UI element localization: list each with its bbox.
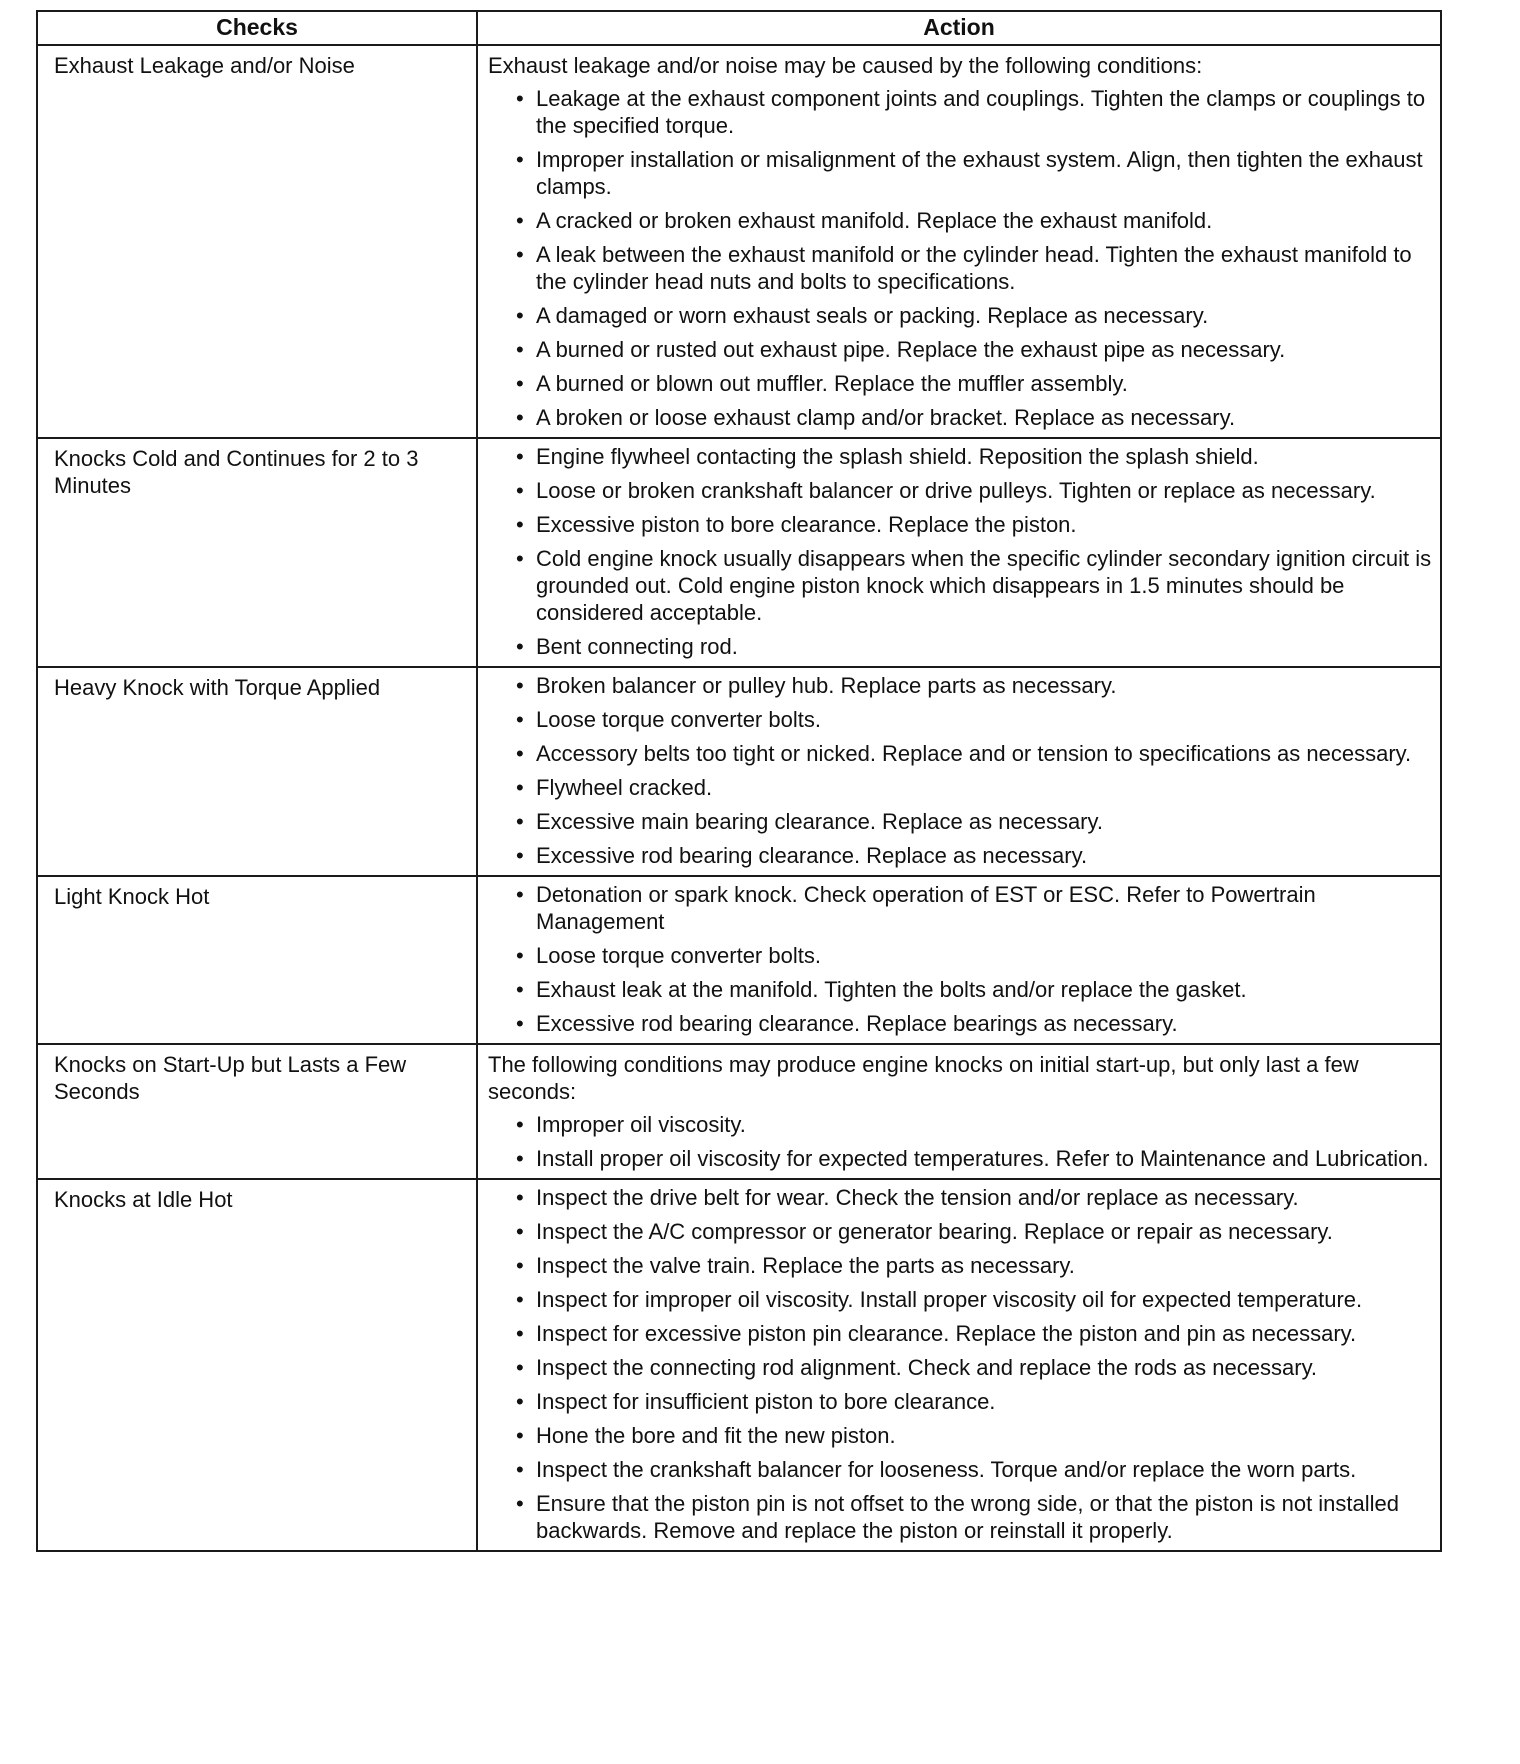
check-label: Knocks at Idle Hot xyxy=(54,1187,233,1212)
action-intro: Exhaust leakage and/or noise may be caused by the following conditions: xyxy=(488,53,1203,78)
check-label: Light Knock Hot xyxy=(54,884,210,909)
bullet-icon: • xyxy=(516,1185,524,1210)
action-list xyxy=(488,881,1432,1037)
action-item xyxy=(514,1010,1432,1037)
bullet-icon: • xyxy=(516,303,524,328)
bullet-icon: • xyxy=(516,86,524,111)
action-item xyxy=(514,774,1432,801)
action-item xyxy=(514,942,1432,969)
check-label: Knocks on Start-Up but Lasts a Few Seconds xyxy=(54,1052,407,1104)
action-item xyxy=(514,302,1432,329)
bullet-icon: • xyxy=(516,775,524,800)
bullet-icon: • xyxy=(516,741,524,766)
bullet-icon: • xyxy=(516,634,524,659)
action-item-text: Inspect the connecting rod alignment. Check and replace the rods as necessary. xyxy=(536,1355,1318,1380)
action-item xyxy=(514,85,1432,139)
table-body xyxy=(37,45,1441,1551)
table-row xyxy=(37,1179,1441,1551)
bullet-icon: • xyxy=(516,1287,524,1312)
bullet-icon: • xyxy=(516,843,524,868)
action-item-text: Leakage at the exhaust component joints and couplings. Tighten the clamps or couplings to the specified torque. xyxy=(536,86,1426,138)
action-cell xyxy=(477,1044,1441,1179)
action-list xyxy=(488,1111,1432,1172)
check-cell xyxy=(37,438,477,667)
check-label: Exhaust Leakage and/or Noise xyxy=(54,53,355,78)
check-cell xyxy=(37,1044,477,1179)
bullet-icon: • xyxy=(516,1457,524,1482)
bullet-icon: • xyxy=(516,208,524,233)
bullet-icon: • xyxy=(516,977,524,1002)
check-cell xyxy=(37,876,477,1044)
action-item-text: Inspect the A/C compressor or generator bearing. Replace or repair as necessary. xyxy=(536,1219,1333,1244)
bullet-icon: • xyxy=(516,371,524,396)
bullet-icon: • xyxy=(516,147,524,172)
check-label: Heavy Knock with Torque Applied xyxy=(54,675,381,700)
action-item xyxy=(514,545,1432,626)
action-item-text: Loose or broken crankshaft balancer or drive pulleys. Tighten or replace as necessary. xyxy=(536,478,1376,503)
bullet-icon: • xyxy=(516,478,524,503)
bullet-icon: • xyxy=(516,673,524,698)
action-cell xyxy=(477,1179,1441,1551)
action-item-text: Exhaust leak at the manifold. Tighten the bolts and/or replace the gasket. xyxy=(536,977,1247,1002)
action-item xyxy=(514,976,1432,1003)
action-item xyxy=(514,477,1432,504)
action-item xyxy=(514,808,1432,835)
bullet-icon: • xyxy=(516,1491,524,1516)
action-item xyxy=(514,1490,1432,1544)
action-intro: The following conditions may produce engine knocks on initial start-up, but only last a few seconds: xyxy=(488,1052,1359,1104)
bullet-icon: • xyxy=(516,337,524,362)
bullet-icon: • xyxy=(516,943,524,968)
action-item-text: Hone the bore and fit the new piston. xyxy=(536,1423,896,1448)
bullet-icon: • xyxy=(516,546,524,571)
action-item xyxy=(514,1184,1432,1211)
action-item-text: Detonation or spark knock. Check operation of EST or ESC. Refer to Powertrain Management xyxy=(536,882,1316,934)
bullet-icon: • xyxy=(516,1011,524,1036)
action-item-text: Excessive main bearing clearance. Replace as necessary. xyxy=(536,809,1103,834)
action-item xyxy=(514,1218,1432,1245)
bullet-icon: • xyxy=(516,1355,524,1380)
action-item xyxy=(514,336,1432,363)
action-cell xyxy=(477,438,1441,667)
action-item-text: Excessive rod bearing clearance. Replace bearings as necessary. xyxy=(536,1011,1178,1036)
action-item-text: Flywheel cracked. xyxy=(536,775,713,800)
action-item-text: Bent connecting rod. xyxy=(536,634,738,659)
bullet-icon: • xyxy=(516,1253,524,1278)
action-cell xyxy=(477,876,1441,1044)
table-row xyxy=(37,1044,1441,1179)
action-item-text: A damaged or worn exhaust seals or packing. Replace as necessary. xyxy=(536,303,1209,328)
header-action: Action xyxy=(477,11,1441,45)
check-cell xyxy=(37,667,477,876)
check-cell xyxy=(37,1179,477,1551)
action-item-text: Improper installation or misalignment of the exhaust system. Align, then tighten the exhaust clamps. xyxy=(536,147,1423,199)
action-cell xyxy=(477,45,1441,438)
action-list xyxy=(488,443,1432,660)
action-item xyxy=(514,404,1432,431)
header-checks: Checks xyxy=(37,11,477,45)
bullet-icon: • xyxy=(516,242,524,267)
action-item xyxy=(514,241,1432,295)
action-item xyxy=(514,881,1432,935)
action-list xyxy=(488,1184,1432,1544)
action-item-text: Inspect for excessive piston pin clearance. Replace the piston and pin as necessary. xyxy=(536,1321,1357,1346)
bullet-icon: • xyxy=(516,882,524,907)
action-item xyxy=(514,1388,1432,1415)
action-cell xyxy=(477,667,1441,876)
action-item xyxy=(514,740,1432,767)
action-item xyxy=(514,633,1432,660)
check-label: Knocks Cold and Continues for 2 to 3 Minutes xyxy=(54,446,419,498)
bullet-icon: • xyxy=(516,444,524,469)
action-item-text: Cold engine knock usually disappears when the specific cylinder secondary ignition circuit is grounded out. Cold engine piston knock which disappears in 1.5 minutes should be considered acceptable. xyxy=(536,546,1432,625)
bullet-icon: • xyxy=(516,1321,524,1346)
action-item-text: Install proper oil viscosity for expected temperatures. Refer to Maintenance and Lubrication. xyxy=(536,1146,1429,1171)
table-row xyxy=(37,45,1441,438)
action-item-text: Inspect for improper oil viscosity. Install proper viscosity oil for expected temperature. xyxy=(536,1287,1363,1312)
action-item-text: A cracked or broken exhaust manifold. Replace the exhaust manifold. xyxy=(536,208,1213,233)
action-item xyxy=(514,1252,1432,1279)
action-item-text: Loose torque converter bolts. xyxy=(536,943,821,968)
action-item xyxy=(514,706,1432,733)
diagnosis-table xyxy=(36,10,1442,1552)
action-item xyxy=(514,1422,1432,1449)
action-item xyxy=(514,672,1432,699)
action-item-text: Excessive piston to bore clearance. Replace the piston. xyxy=(536,512,1077,537)
action-item-text: Inspect for insufficient piston to bore clearance. xyxy=(536,1389,996,1414)
action-item xyxy=(514,443,1432,470)
action-item xyxy=(514,1354,1432,1381)
bullet-icon: • xyxy=(516,1389,524,1414)
bullet-icon: • xyxy=(516,512,524,537)
check-cell xyxy=(37,45,477,438)
action-item-text: Inspect the crankshaft balancer for looseness. Torque and/or replace the worn parts. xyxy=(536,1457,1357,1482)
action-item xyxy=(514,1286,1432,1313)
action-item-text: Engine flywheel contacting the splash shield. Reposition the splash shield. xyxy=(536,444,1259,469)
action-item xyxy=(514,842,1432,869)
action-item-text: Inspect the valve train. Replace the parts as necessary. xyxy=(536,1253,1075,1278)
action-item-text: Improper oil viscosity. xyxy=(536,1112,746,1137)
action-item-text: Excessive rod bearing clearance. Replace as necessary. xyxy=(536,843,1088,868)
header-row xyxy=(37,11,1441,45)
table-row xyxy=(37,876,1441,1044)
action-item xyxy=(514,207,1432,234)
action-item xyxy=(514,1456,1432,1483)
action-item-text: A burned or blown out muffler. Replace the muffler assembly. xyxy=(536,371,1128,396)
bullet-icon: • xyxy=(516,809,524,834)
action-item-text: Ensure that the piston pin is not offset to the wrong side, or that the piston is not installed backwards. Remove and replace the piston or reinstall it properly. xyxy=(536,1491,1400,1543)
action-item xyxy=(514,146,1432,200)
action-item-text: A burned or rusted out exhaust pipe. Replace the exhaust pipe as necessary. xyxy=(536,337,1286,362)
bullet-icon: • xyxy=(516,405,524,430)
bullet-icon: • xyxy=(516,707,524,732)
table-row xyxy=(37,667,1441,876)
bullet-icon: • xyxy=(516,1423,524,1448)
table-row xyxy=(37,438,1441,667)
action-item-text: Inspect the drive belt for wear. Check the tension and/or replace as necessary. xyxy=(536,1185,1299,1210)
bullet-icon: • xyxy=(516,1146,524,1171)
action-item-text: Broken balancer or pulley hub. Replace parts as necessary. xyxy=(536,673,1117,698)
action-item xyxy=(514,1320,1432,1347)
action-list xyxy=(488,672,1432,869)
bullet-icon: • xyxy=(516,1112,524,1137)
action-item-text: A broken or loose exhaust clamp and/or bracket. Replace as necessary. xyxy=(536,405,1236,430)
action-list xyxy=(488,85,1432,431)
bullet-icon: • xyxy=(516,1219,524,1244)
action-item-text: Loose torque converter bolts. xyxy=(536,707,821,732)
action-item xyxy=(514,511,1432,538)
action-item-text: Accessory belts too tight or nicked. Replace and or tension to specifications as necessary. xyxy=(536,741,1412,766)
action-item xyxy=(514,1111,1432,1138)
action-item xyxy=(514,370,1432,397)
action-item xyxy=(514,1145,1432,1172)
action-item-text: A leak between the exhaust manifold or the cylinder head. Tighten the exhaust manifold to the cylinder head nuts and bolts to specifications. xyxy=(536,242,1412,294)
